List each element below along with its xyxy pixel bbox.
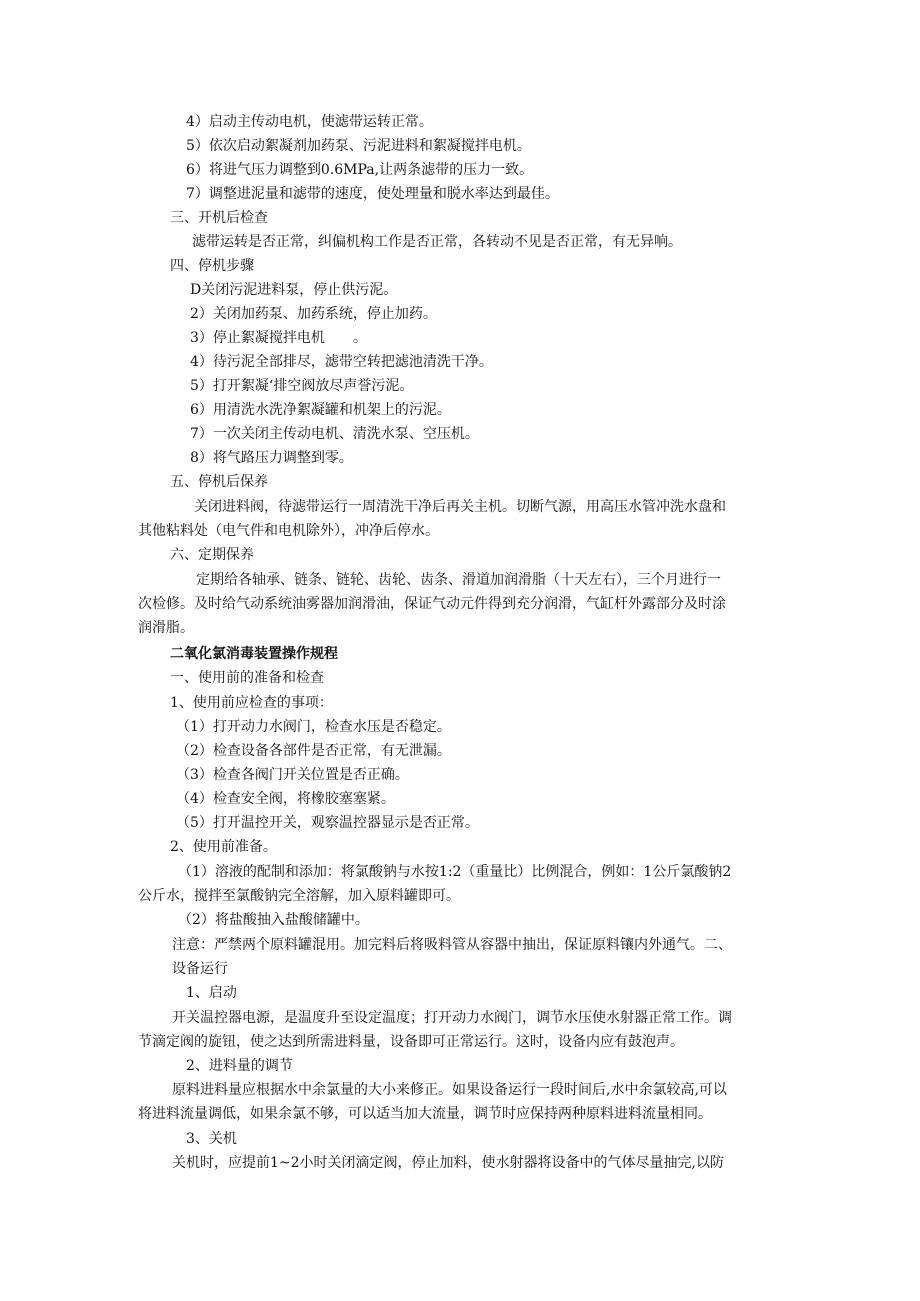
section-5-heading: 五、停机后保养 — [170, 474, 268, 490]
section-6-line-3: 润滑脂。 — [138, 620, 194, 636]
stop-step-6: 6）用清洗水洗净絮凝罐和机架上的污泥。 — [190, 402, 451, 418]
start-step-4: 4）启动主传动电机，使滤带运转正常。 — [186, 114, 433, 130]
check-item-5: （5）打开温控开关，观察温控器显示是否正常。 — [176, 815, 479, 831]
stop-step-5: 5）打开絮凝‘排空阀放尽声誉污泥。 — [190, 378, 414, 394]
run-3-heading: 3、关机 — [186, 1131, 237, 1147]
stop-step-8: 8）将气路压力调整到零。 — [190, 450, 353, 466]
run-2-heading: 2、进料量的调节 — [186, 1058, 293, 1074]
note-line-1: 注意：严禁两个原料罐混用。加完料后将吸料管从容器中抽出，保证原料镶内外通气。二、 — [172, 937, 732, 953]
note-line-2: 设备运行 — [172, 961, 228, 977]
start-step-7: 7）调整进泥量和滤带的速度，使处理量和脱水率达到最佳。 — [186, 186, 559, 202]
check-item-4: （4）检查安全阀，将橡胶塞塞紧。 — [176, 791, 395, 807]
section-4-heading: 四、停机步骤 — [170, 258, 254, 274]
stop-step-4: 4）待污泥全部排尽，滤带空转把滤池清洗干净。 — [190, 354, 493, 370]
run-2-line-2: 将进料流量调低，如果余氯不够，可以适当加大流量，调节时应保持两种原料进料流量相同。 — [138, 1106, 712, 1122]
run-2-line-1: 原料进料量应根据水中余氯量的大小来修正。如果设备运行一段时间后,水中余氯较高,可以 — [172, 1082, 727, 1098]
run-1-heading: 1、启动 — [186, 985, 237, 1001]
section-title-chlorine-dioxide: 二氧化氯消毒装置操作规程 — [170, 646, 338, 662]
section-3-text: 滤带运转是否正常，纠偏机构工作是否正常，各转动不见是否正常，有无异响。 — [192, 234, 682, 250]
run-1-line-1: 开关温控器电源，是温度升至设定温度；打开动力水阀门，调节水压使水射器正常工作。调 — [172, 1010, 732, 1026]
part2-section-1-heading: 一、使用前的准备和检查 — [170, 670, 324, 686]
prep-item-1-line-2: 公斤水，搅拌至氯酸钠完全溶解，加入原料罐即可。 — [138, 888, 460, 904]
section-3-heading: 三、开机后检查 — [170, 210, 268, 226]
section-6-line-2: 次检修。及时给气动系统油雾器加润滑油，保证气动元件得到充分润滑，气缸杆外露部分及时涂 — [138, 596, 726, 612]
stop-step-2: 2）关闭加药泵、加药系统，停止加药。 — [190, 306, 437, 322]
section-6-heading: 六、定期保养 — [170, 547, 254, 563]
start-step-6: 6）将进气压力调整到0.6MPa,让两条滤带的压力一致。 — [186, 162, 534, 178]
check-item-3: （3）检查各阀门开关位置是否正确。 — [176, 767, 409, 783]
check-item-2: （2）检查设备各部件是否正常，有无泄漏。 — [176, 743, 451, 759]
prep-item-2: （2）将盐酸抽入盐酸储罐中。 — [178, 912, 369, 928]
run-1-line-2: 节滴定阀的旋钮，使之达到所需进料量，设备即可正常运行。这时，设备内应有鼓泡声。 — [138, 1034, 684, 1050]
check-item-1: （1）打开动力水阀门，检查水压是否稳定。 — [176, 719, 451, 735]
section-5-line-2: 其他粘料处（电气件和电机除外），冲净后停水。 — [138, 523, 439, 539]
section-6-line-1: 定期给各轴承、链条、链轮、齿轮、齿条、滑道加润滑脂（十天左右），三个月进行一 — [196, 572, 721, 588]
start-step-5: 5）依次启动絮凝剂加药泵、污泥进料和絮凝搅拌电机。 — [186, 138, 531, 154]
part2-subsection-1-heading: 1、使用前应检查的事项： — [170, 695, 333, 711]
stop-step-3: 3）停止絮凝搅拌电机 。 — [190, 330, 367, 346]
stop-step-7: 7）一次关闭主传动电机、清洗水泵、空压机。 — [190, 426, 479, 442]
run-3-line-1: 关机时，应提前1~2小时关闭滴定阀，停止加料，使水射器将设备中的气体尽量抽完,以防 — [172, 1155, 724, 1171]
section-5-line-1: 关闭进料阀，待滤带运行一周清洗干净后再关主机。切断气源，用高压水管冲洗水盘和 — [194, 499, 726, 515]
stop-step-1: D关闭污泥进料泵，停止供污泥。 — [190, 282, 398, 298]
part2-subsection-2-heading: 2、使用前准备。 — [170, 839, 277, 855]
prep-item-1-line-1: （1）溶液的配制和添加：将氯酸钠与水按1:2（重量比）比例混合，例如：1公斤氯酸钠2 — [178, 864, 732, 880]
